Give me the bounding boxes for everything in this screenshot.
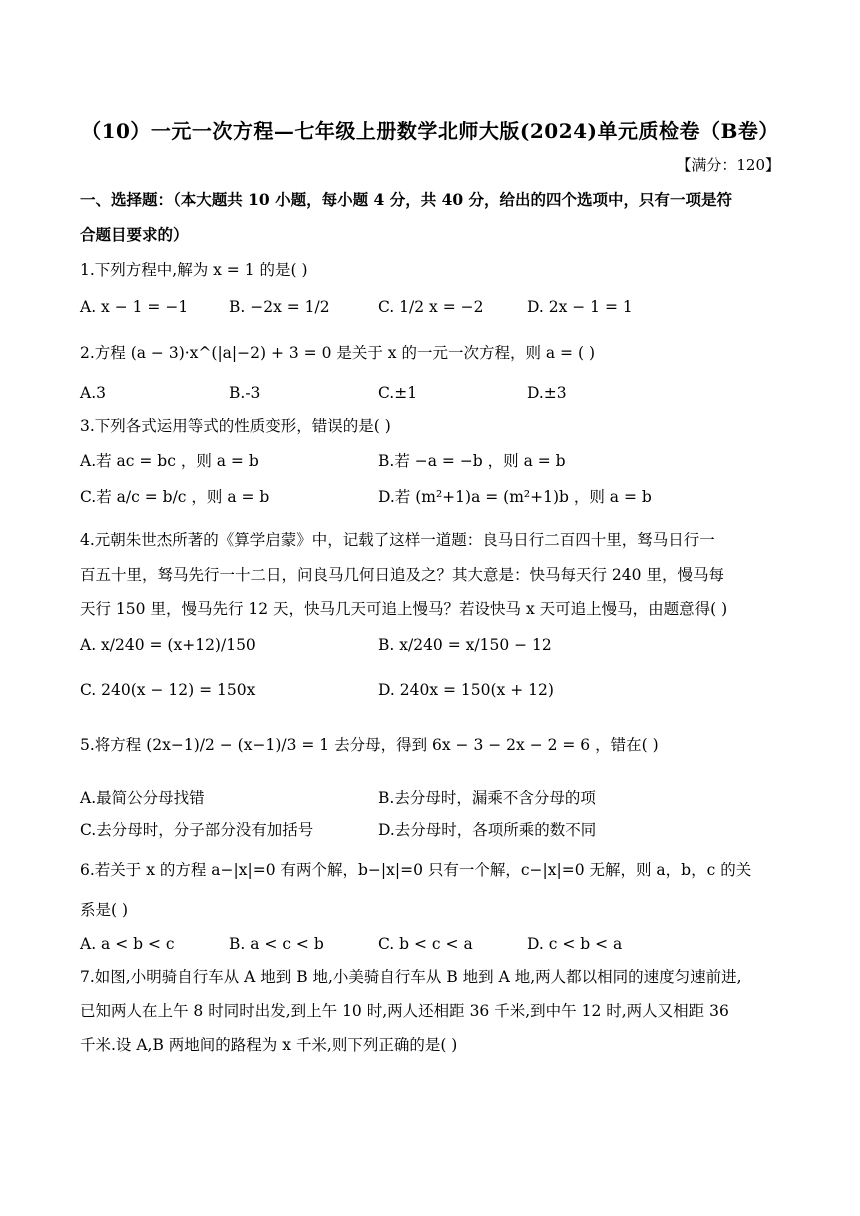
q6-option-b: B. a < c < b (229, 935, 324, 953)
q3-option-d: D.若 (m²+1)a = (m²+1)b ，则 a = b (378, 488, 652, 506)
question-7-line-1: 7.如图,小明骑自行车从 A 地到 B 地,小美骑自行车从 B 地到 A 地,两人都以相同的速度匀速前进, (80, 968, 742, 986)
page-title: （10）一元一次方程—七年级上册数学北师大版(2024)单元质检卷（B卷） (81, 119, 779, 143)
question-6-line-2: 系是( ) (80, 901, 129, 919)
q4-option-c: C. 240(x − 12) = 150x (80, 681, 256, 699)
section-heading-continued: 合题目要求的） (80, 225, 189, 244)
question-3-stem: 3.下列各式运用等式的性质变形，错误的是( ) (80, 417, 391, 435)
q4-option-b: B. x/240 = x/150 − 12 (378, 636, 552, 654)
q4-option-d: D. 240x = 150(x + 12) (378, 681, 554, 699)
q4-option-a: A. x/240 = (x+12)/150 (80, 636, 256, 654)
question-7-line-3: 千米.设 A,B 两地间的路程为 x 千米,则下列正确的是( ) (80, 1036, 458, 1054)
q3-option-a: A.若 ac = bc ，则 a = b (80, 452, 259, 470)
q5-option-c: C.去分母时，分子部分没有加括号 (80, 821, 314, 839)
question-1-stem: 1.下列方程中,解为 x = 1 的是( ) (80, 261, 308, 279)
question-7-line-2: 已知两人在上午 8 时同时出发,到上午 10 时,两人还相距 36 千米,到中午 12 时,两人又相距 36 (80, 1002, 729, 1020)
q1-option-b: B. −2x = 1/2 (229, 298, 330, 316)
q1-option-a: A. x − 1 = −1 (80, 298, 189, 316)
q6-option-d: D. c < b < a (527, 935, 623, 953)
q2-option-a: A.3 (80, 384, 106, 402)
q2-option-b: B.-3 (229, 384, 261, 402)
q1-option-d: D. 2x − 1 = 1 (527, 298, 633, 316)
question-2-stem: 2.方程 (a − 3)·x^(|a|−2) + 3 = 0 是关于 x 的一元一次方程，则 a = ( ) (80, 344, 595, 362)
q3-option-c: C.若 a/c = b/c ，则 a = b (80, 488, 270, 506)
q3-option-b: B.若 −a = −b ，则 a = b (378, 452, 566, 470)
q5-option-a: A.最简公分母找错 (80, 789, 205, 807)
question-5-stem: 5.将方程 (2x−1)/2 − (x−1)/3 = 1 去分母，得到 6x − 3 − 2x − 2 = 6 ，错在( ) (80, 736, 659, 754)
question-4-line-2: 百五十里，驽马先行一十二日，问良马几何日追及之？其大意是：快马每天行 240 里，慢马每 (80, 566, 724, 584)
section-heading: 一、选择题：（本大题共 10 小题，每小题 4 分，共 40 分，给出的四个选项中，只有一项是符 (80, 190, 733, 209)
q1-option-c: C. 1/2 x = −2 (378, 298, 484, 316)
q2-option-d: D.±3 (527, 384, 567, 402)
q2-option-c: C.±1 (378, 384, 418, 402)
question-6-line-1: 6.若关于 x 的方程 a−|x|=0 有两个解，b−|x|=0 只有一个解，c−|x|=0 无解，则 a，b，c 的关 (80, 861, 752, 879)
question-4-line-1: 4.元朝朱世杰所著的《算学启蒙》中，记载了这样一道题：良马日行二百四十里，驽马日行一 (80, 531, 715, 549)
q6-option-c: C. b < c < a (378, 935, 473, 953)
q5-option-b: B.去分母时，漏乘不含分母的项 (378, 789, 596, 807)
full-score-label: 【满分：120】 (676, 156, 780, 174)
q5-option-d: D.去分母时，各项所乘的数不同 (378, 821, 597, 839)
question-4-line-3: 天行 150 里，慢马先行 12 天，快马几天可追上慢马？若设快马 x 天可追上慢马，由题意得( ) (80, 600, 728, 618)
q6-option-a: A. a < b < c (80, 935, 175, 953)
